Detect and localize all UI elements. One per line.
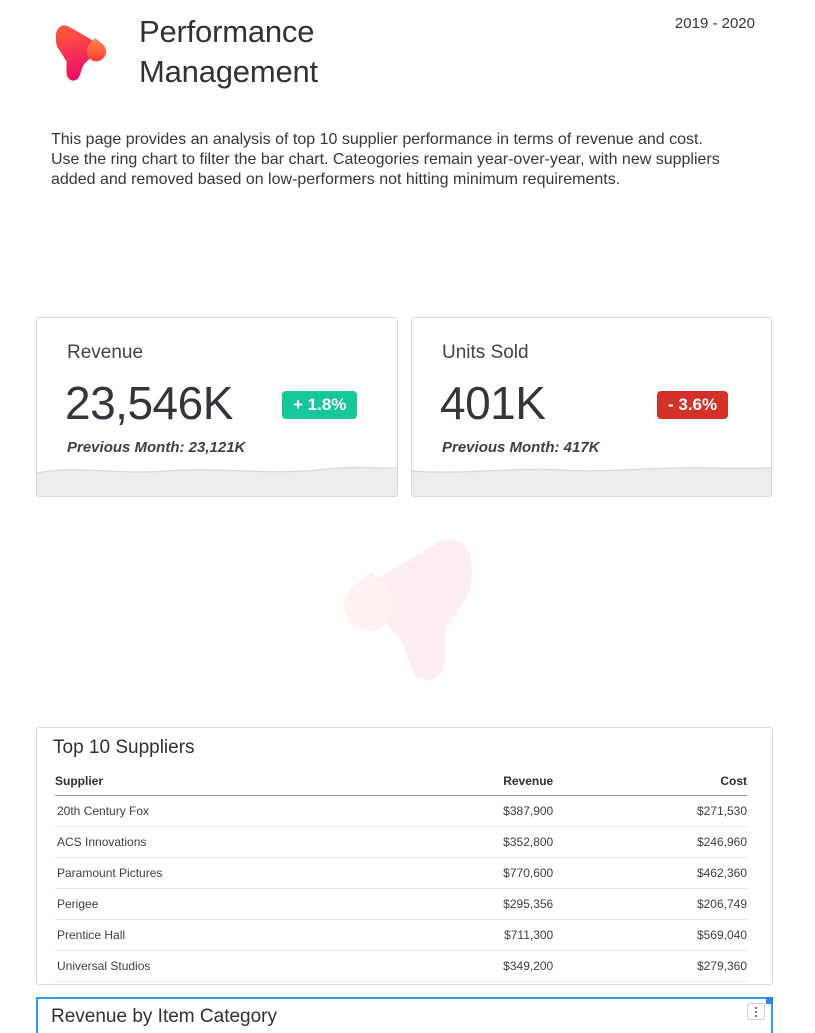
table-row[interactable] [55, 827, 747, 858]
description-line: added and removed based on low-performers not hitting minimum requirements. [51, 171, 621, 188]
column-header-cost[interactable]: Cost [553, 774, 747, 796]
supplier-cell[interactable]: ACS Innovations [55, 827, 436, 858]
supplier-cell[interactable]: Perigee [55, 889, 436, 920]
cost-cell: $271,530 [553, 796, 747, 827]
column-header-supplier[interactable]: Supplier [55, 774, 436, 796]
brand-logo-watermark-icon [318, 520, 508, 705]
kpi-title: Revenue [67, 342, 144, 363]
suppliers-table [55, 774, 747, 982]
kpi-value: 401K [440, 377, 546, 429]
revenue-cell: $711,300 [436, 920, 554, 951]
page-title [139, 12, 318, 92]
table-row[interactable] [55, 796, 747, 827]
selection-corner-handle [766, 997, 773, 1004]
table-row[interactable] [55, 889, 747, 920]
page-description [51, 130, 766, 190]
kpi-delta-badge: + 1.8% [282, 391, 357, 419]
revenue-cell: $295,356 [436, 889, 554, 920]
revenue-cell: $770,600 [436, 858, 554, 889]
revenue-cell: $352,800 [436, 827, 554, 858]
kpi-value: 23,546K [65, 377, 233, 429]
period-label: 2019 - 2020 [674, 15, 755, 32]
table-row[interactable] [55, 920, 747, 951]
table-header-row [55, 774, 747, 796]
kpi-previous-month: Previous Month: 23,121K [67, 439, 246, 456]
kpi-card-units-sold [411, 317, 772, 497]
top-suppliers-card [36, 727, 773, 985]
description-line: Use the ring chart to filter the bar chart. Cateogories remain year-over-year, with new suppliers [51, 151, 720, 168]
page-title-line1: Performance [139, 14, 315, 49]
brand-logo-icon [46, 16, 112, 92]
cost-cell: $206,749 [553, 889, 747, 920]
table-row[interactable] [55, 858, 747, 889]
revenue-cell: $387,900 [436, 796, 554, 827]
cost-cell: $246,960 [553, 827, 747, 858]
column-header-revenue[interactable]: Revenue [436, 774, 554, 796]
table-row[interactable] [55, 951, 747, 982]
description-line: This page provides an analysis of top 10 supplier performance in terms of revenue and cost. [51, 131, 703, 148]
cost-cell: $462,360 [553, 858, 747, 889]
kebab-menu-icon [755, 1007, 757, 1017]
wave-decoration [412, 460, 771, 496]
wave-decoration [37, 460, 397, 496]
options-menu-button[interactable] [747, 1003, 765, 1020]
revenue-cell: $349,200 [436, 951, 554, 982]
revenue-by-category-card [36, 997, 773, 1033]
kpi-title: Units Sold [442, 342, 529, 363]
supplier-cell[interactable]: Paramount Pictures [55, 858, 436, 889]
category-card-title: Revenue by Item Category [51, 1006, 278, 1027]
kpi-delta-badge: - 3.6% [657, 391, 728, 419]
cost-cell: $279,360 [553, 951, 747, 982]
supplier-cell[interactable]: Prentice Hall [55, 920, 436, 951]
kpi-previous-month: Previous Month: 417K [442, 439, 600, 456]
supplier-cell[interactable]: 20th Century Fox [55, 796, 436, 827]
page-title-line2: Management [139, 54, 318, 89]
suppliers-card-title: Top 10 Suppliers [53, 737, 195, 758]
kpi-card-revenue [36, 317, 398, 497]
supplier-cell[interactable]: Universal Studios [55, 951, 436, 982]
cost-cell: $569,040 [553, 920, 747, 951]
